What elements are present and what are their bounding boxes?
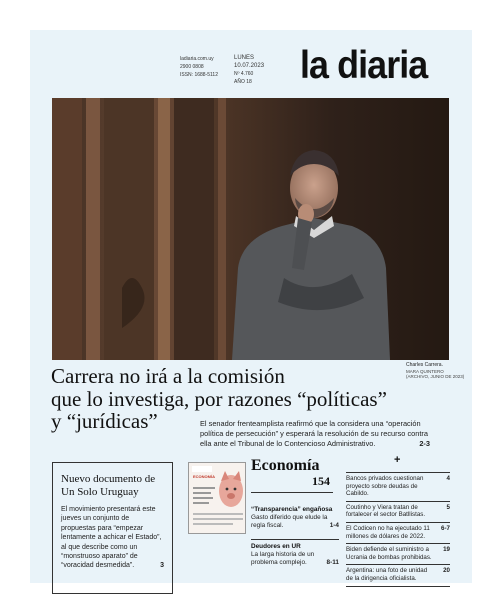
list-item-page: 6-7 xyxy=(441,524,450,532)
economia-title: Economía xyxy=(251,457,320,474)
masthead-weekday: LUNES xyxy=(234,55,255,61)
masthead-phone: 2900 0808 xyxy=(180,64,204,70)
list-item-text: Argentina: una foto de unidad de la dirigencia oficialista. xyxy=(346,567,428,582)
economia-item1-page: 1-4 xyxy=(329,522,339,529)
photo-caption-name: Charles Carrera. xyxy=(406,362,443,368)
list-item-text: Biden defiende el suministro a Ucrania de bombas prohibidas. xyxy=(346,546,432,561)
economia-item-transparencia[interactable] xyxy=(251,506,339,530)
masthead-date xyxy=(234,54,264,86)
plus-icon: + xyxy=(394,454,401,466)
cover-photo xyxy=(52,98,449,360)
left-story-title: Nuevo documento de Un Solo Uruguay xyxy=(61,473,156,498)
left-story-box[interactable] xyxy=(52,462,173,594)
masthead-date-value: 10.07.2023 xyxy=(234,63,265,69)
main-story-page: 2-3 xyxy=(419,439,430,448)
masthead-website: ladiaria.com.uy xyxy=(180,56,214,62)
list-item-page: 4 xyxy=(446,475,450,482)
newspaper-front-page xyxy=(30,30,472,583)
economia-thumb-label: ECONOMÍA xyxy=(193,474,215,479)
list-item-text: Bancos privados cuestionan proyecto sobre deudas de Cabildo. xyxy=(346,475,424,498)
list-item-text: El Codicen no ha ejecutado 11 millones de dólares de 2022. xyxy=(346,524,430,540)
list-item-text: Coutinho y Viera tratan de fortalecer el sector Batllistas. xyxy=(346,503,426,519)
economia-cover-illustration xyxy=(189,463,246,534)
list-item-page: 19 xyxy=(443,546,450,554)
left-story-body: El movimiento presentará este jueves un conjunto de propuestas para “empezar lentamente a achicar el Estado”, al que describe como un “monstruoso aparato” de “voracidad desmedida”. xyxy=(61,506,162,570)
list-item[interactable] xyxy=(346,564,450,586)
main-headline-line2: que lo investiga, por razones “políticas” xyxy=(51,386,387,411)
economia-supplement-thumbnail[interactable] xyxy=(188,462,246,534)
masthead-issue-number: Nº 4.760 xyxy=(234,71,254,77)
main-story-deck-text: El senador frenteamplista reafirmó que la considera una “operación política de persecución” y esperará la resolución de su recurso contra ella ante el Tribunal de lo Contencioso Administrativo. xyxy=(200,419,428,448)
list-item[interactable] xyxy=(346,501,450,522)
main-story-deck xyxy=(200,419,436,449)
economia-item1-body: Gasto diferido que elude la regla fiscal. xyxy=(251,514,328,529)
photo-caption-credit: MARA QUINTERO xyxy=(406,368,444,374)
list-item[interactable] xyxy=(346,472,450,501)
cover-photo-illustration xyxy=(52,98,449,360)
economia-item2-page: 8-11 xyxy=(326,559,339,566)
main-headline-line1: Carrera no irá a la comisión xyxy=(51,364,285,388)
masthead-issn: ISSN: 1688-5112 xyxy=(180,72,218,78)
left-story-page: 3 xyxy=(160,562,164,570)
economia-item1-title: “Transparencia” engañosa xyxy=(251,506,333,513)
economia-issue-number: 154 xyxy=(312,474,330,488)
masthead-info xyxy=(180,55,218,79)
photo-caption-archive: (ARCHIVO, JUNIO DE 2023) xyxy=(406,374,465,379)
list-item[interactable] xyxy=(346,543,450,564)
newspaper-logo: la diaria xyxy=(300,44,428,87)
economia-item-deudores[interactable] xyxy=(251,539,339,567)
economia-item2-title: Deudores en UR xyxy=(251,543,301,550)
economia-divider xyxy=(251,492,333,493)
masthead-year: AÑO 18 xyxy=(234,79,252,85)
list-item[interactable] xyxy=(346,522,450,543)
list-item-page: 20 xyxy=(443,567,450,575)
list-item-page: 5 xyxy=(446,503,450,511)
more-stories-list xyxy=(346,472,450,587)
main-headline-line3: y “jurídicas” xyxy=(51,409,158,433)
economia-item2-body: La larga historia de un problema complejo. xyxy=(251,551,315,566)
